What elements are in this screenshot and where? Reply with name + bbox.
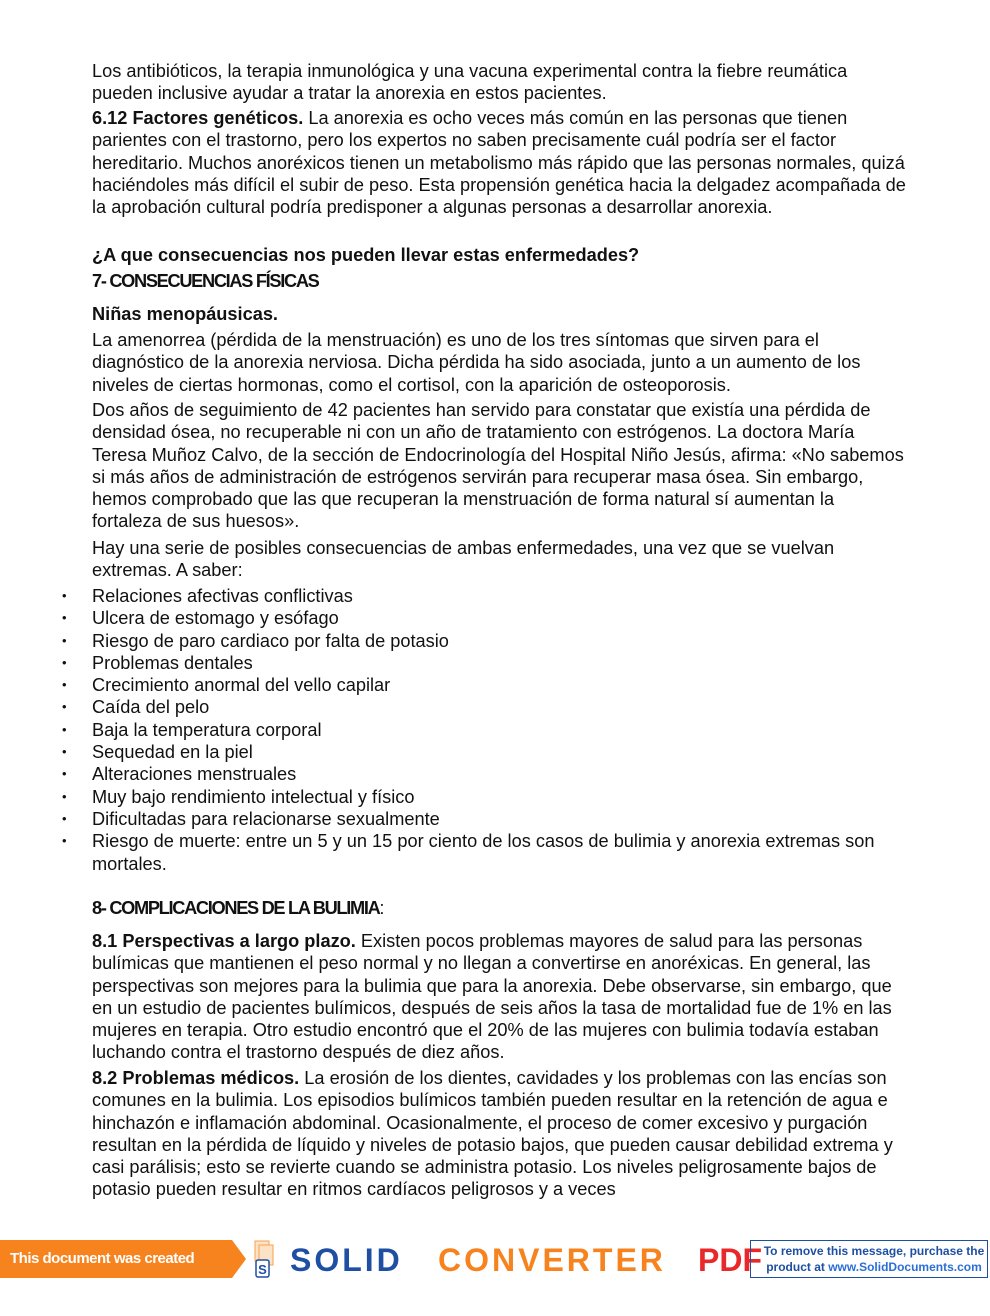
paragraph-genetic-factors	[92, 107, 908, 218]
converter-wordmark: CONVERTER	[438, 1242, 666, 1278]
purchase-message-text: product at	[766, 1260, 829, 1274]
list-item-text: Ulcera de estomago y esófago	[92, 608, 339, 629]
paragraph-antibiotics: Los antibióticos, la terapia inmunológica y una vacuna experimental contra la fiebre reumática pueden inclusive ayudar a tratar la anorexia en estos pacientes.	[92, 61, 848, 104]
list-item-text: Riesgo de muerte: entre un 5 y un 15 por ciento de los casos de bulimia y anorexia extremas son mortales.	[92, 831, 875, 874]
bullet-icon: •	[62, 788, 67, 804]
bullet-icon: •	[62, 632, 67, 648]
paragraph-medical-problems	[92, 1067, 908, 1201]
list-item	[62, 786, 908, 808]
question-heading: ¿A que consecuencias nos pueden llevar estas enfermedades?	[92, 245, 640, 265]
list-item	[62, 652, 908, 674]
bullet-icon: •	[62, 654, 67, 670]
bullet-icon: •	[62, 610, 67, 626]
solid-documents-link[interactable]: www.SolidDocuments.com	[828, 1260, 982, 1274]
bullet-icon: •	[62, 677, 67, 693]
list-item-text: Baja la temperatura corporal	[92, 719, 322, 740]
section-8-heading	[92, 897, 908, 919]
list-item	[62, 830, 908, 875]
paragraph-text: La anorexia es ocho veces más común en las personas que tienen parientes con el trastorno, pero los expertos no saben precisamente cuál podría ser el factor hereditario. Muchos anoréxicos tienen un metabolismo más rápido que las personas normales, quizá haciéndoles más difícil el subir de peso. Esta propensión genética hacia la delgadez acompañada de la aprobación cultural podría predisponer a algunas personas a desarrollar anorexia.	[92, 108, 906, 218]
list-item-text: Riesgo de paro cardiaco por falta de potasio	[92, 630, 449, 651]
paragraph-bone-density: Dos años de seguimiento de 42 pacientes han servido para constatar que existía una pérdida de densidad ósea, no recuperable ni con un año de tratamiento con estrógenos. La doctora María Teresa Muñoz Calvo, de la sección de Endocrinología del Hospital Niño Jesús, afirma: «No sabemos si más años de administración de estrógenos servirán para recuperar masa ósea. Sin embargo, hemos comprobado que las que recuperan la menstruación de forma natural sí aumentan la fortaleza de sus huesos».	[92, 400, 904, 532]
section-8-title: 8- COMPLICACIONES DE LA BULIMIA	[92, 898, 380, 918]
bullet-icon: •	[62, 744, 67, 760]
list-item	[62, 585, 908, 607]
list-item	[62, 741, 908, 763]
list-item	[62, 808, 908, 830]
bullet-icon: •	[62, 766, 67, 782]
bullet-icon: •	[62, 810, 67, 826]
list-item	[62, 607, 908, 629]
created-using-label: This document was created using	[0, 1240, 232, 1278]
bullet-icon: •	[62, 721, 67, 737]
purchase-message-line2	[761, 1259, 987, 1275]
bullet-icon: •	[62, 699, 67, 715]
pdf-wordmark: PDF	[698, 1242, 762, 1278]
purchase-message[interactable]	[750, 1240, 988, 1278]
list-item-text: Muy bajo rendimiento intelectual y físico	[92, 786, 415, 807]
list-item-text: Crecimiento anormal del vello capilar	[92, 675, 391, 696]
section-lead: 8.2 Problemas médicos.	[92, 1068, 300, 1088]
consequences-list	[62, 585, 908, 875]
paragraph-text: Existen pocos problemas mayores de salud para las personas bulímicas que mantienen el peso normal y no llegan a convertirse en anoréxicas. En general, las perspectivas son mejores para la bulimia que para la anorexia. Debe observarse, sin embargo, que en un estudio de pacientes bulímicos, después de seis años la tasa de mortalidad fue de 1% en las mujeres en terapia. Otro estudio encontró que el 20% de las mujeres con bulimia todavía estaban luchando contra el trastorno después de diez años.	[92, 931, 892, 1063]
section-lead: 8.1 Perspectivas a largo plazo.	[92, 931, 356, 951]
list-item-text: Relaciones afectivas conflictivas	[92, 586, 353, 606]
list-item-text: Problemas dentales	[92, 652, 253, 673]
list-item	[62, 696, 908, 718]
solid-converter-banner[interactable]	[0, 1238, 990, 1305]
list-item-text: Sequedad en la piel	[92, 742, 253, 763]
heading-colon: :	[379, 898, 385, 918]
list-item	[62, 763, 908, 785]
list-item-text: Alteraciones menstruales	[92, 764, 297, 785]
purchase-message-line1: To remove this message, purchase the	[763, 1244, 985, 1258]
list-item	[62, 630, 908, 652]
subheading-menopausal: Niñas menopáusicas.	[92, 304, 278, 324]
bullet-icon: •	[62, 833, 67, 849]
svg-text:S: S	[258, 1262, 267, 1277]
document-logo-icon	[253, 1240, 279, 1278]
solid-wordmark: SOLID	[290, 1242, 403, 1278]
list-item	[62, 719, 908, 741]
section-lead: 6.12 Factores genéticos.	[92, 108, 304, 128]
list-item	[62, 674, 908, 696]
list-item-text: Caída del pelo	[92, 697, 210, 718]
paragraph-text: La erosión de los dientes, cavidades y los problemas con las encías son comunes en la bulimia. Los episodios bulímicos también pueden resultar en la retención de agua e hinchazón e inflamación abdominal. Ocasionalmente, el proceso de comer excesivo y purgación resultan en la pérdida de líquido y niveles de potasio bajos, que pueden causar debilidad extrema y casi parálisis; esto se revierte cuando se administra potasio. Los niveles peligrosamente bajos de potasio pueden resultar en ritmos cardíacos peligrosos y a veces	[92, 1068, 893, 1200]
bullet-icon: •	[62, 588, 67, 603]
section-7-heading: 7- CONSECUENCIAS FÍSICAS	[92, 271, 319, 291]
paragraph-long-term	[92, 930, 908, 1064]
paragraph-amenorrhea: La amenorrea (pérdida de la menstruación) es uno de los tres síntomas que sirven para el diagnóstico de la anorexia nerviosa. Dicha pérdida ha sido asociada, junto a un aumento de los niveles de ciertas hormonas, como el cortisol, con la aparición de osteoporosis.	[92, 330, 861, 395]
paragraph-consequences-intro: Hay una serie de posibles consecuencias de ambas enfermedades, una vez que se vuelvan extremas. A saber:	[92, 538, 835, 581]
list-item-text: Dificultadas para relacionarse sexualmente	[92, 808, 440, 829]
